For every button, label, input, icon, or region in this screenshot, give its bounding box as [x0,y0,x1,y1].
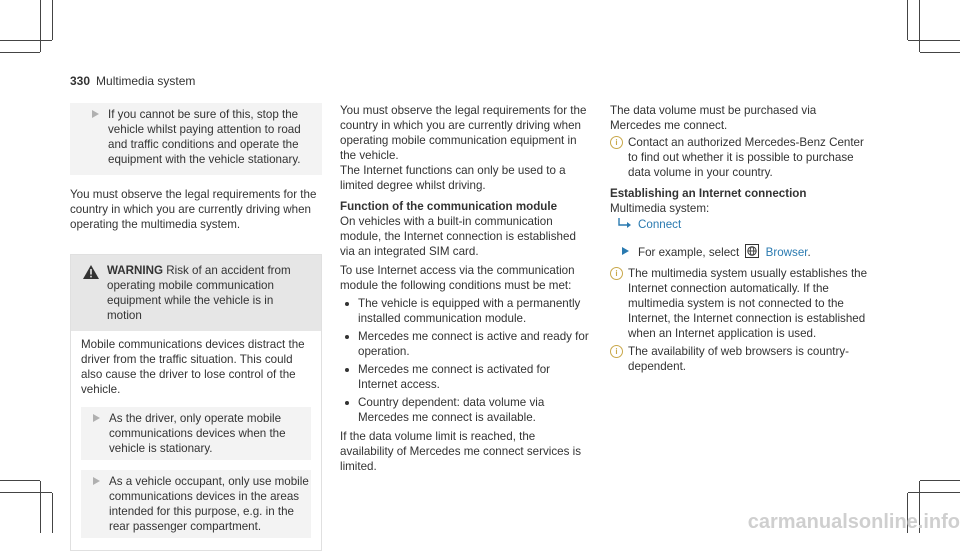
column-left [70,103,322,551]
page-number: 330 [70,74,91,88]
triangle-bullet-icon [92,110,99,118]
connect-menu-item[interactable]: Connect [638,218,682,231]
warning-bullet [81,470,311,538]
list-item: Mercedes me connect is active and ready for operation. [340,329,590,359]
warning-triangle-icon [83,265,99,279]
info-text: The multimedia system usually establishes the Internet connection automatically. If the multimedia system is not connected to the Internet, the Internet connection is established when an Internet application is used. [628,267,868,340]
section-title: Multimedia system [96,74,196,88]
watermark: carmanualsonline.info [747,511,960,533]
warning-bullet-text: As a vehicle occupant, only use mobile communications devices in the areas intended for this purpose, e.g. in the rear passenger compartment. [109,475,309,533]
crop-mark [0,52,40,53]
list-item: The vehicle is equipped with a permanently installed communication module. [340,296,590,326]
warning-bullet [81,407,311,460]
paragraph: On vehicles with a built-in communication module, the Internet connection is established via an integrated SIM card. [340,215,576,258]
triangle-bullet-icon [93,477,100,485]
info-text: Contact an authorized Mercedes-Benz Center to find out whether it is possible to purchase data volume in your country. [628,136,864,179]
triangle-bullet-icon [93,414,100,422]
column-right [610,103,870,374]
bullet-dot-icon [345,302,349,306]
info-icon: i [610,136,623,149]
browser-link[interactable]: Browser [765,246,808,259]
crop-mark [907,0,908,40]
bullet-dot-icon [345,368,349,372]
page-header [70,74,195,88]
paragraph: To use Internet access via the communication module the following conditions must be met: [340,264,575,292]
browser-globe-icon [745,244,759,258]
info-text: The availability of web browsers is country-dependent. [628,345,850,373]
warning-label: WARNING [107,264,164,277]
warning-title: Risk of an accident from operating mobile communication equipment while the vehicle is in motion [107,264,291,322]
note-text: If you cannot be sure of this, stop the vehicle whilst paying attention to road and traffic conditions and operate the equipment with the vehicle stationary. [108,108,301,166]
info-icon: i [610,345,623,358]
crop-mark [908,492,960,493]
info-note [610,344,870,374]
conditions-list [340,296,590,425]
paragraph: The Internet functions can only be used to a limited degree whilst driving. [340,164,566,192]
paragraph: If the data volume limit is reached, the availability of Mercedes me connect services is limited. [340,430,581,473]
list-item: Mercedes me connect is activated for Internet access. [340,362,590,392]
crop-mark [0,492,52,493]
crop-mark [40,481,41,533]
crop-mark [52,0,53,40]
note-box [70,103,322,175]
warning-bullet-text: As the driver, only operate mobile communications devices when the vehicle is stationary. [109,412,286,455]
crop-mark [920,52,960,53]
crop-mark [920,480,960,481]
menu-root: Multimedia system: [610,202,710,215]
bullet-dot-icon [345,335,349,339]
step-arrow-icon [622,247,629,255]
paragraph: You must observe the legal requirements for the country in which you are currently driving when operating the multimedia system. [70,188,317,231]
submenu-arrow-icon [618,218,632,230]
bullet-dot-icon [345,401,349,405]
warning-body [71,331,321,550]
info-note [610,266,870,341]
menu-path [610,217,870,232]
info-icon: i [610,267,623,280]
crop-mark [0,480,40,481]
note-bullet [80,107,312,167]
paragraph: The data volume must be purchased via Mercedes me connect. [610,104,817,132]
crop-mark [908,40,960,41]
crop-mark [0,40,52,41]
warning-description: Mobile communications devices distract the driver from the traffic situation. This could also cause the driver to lose control of the vehicle. [81,338,305,396]
section-heading: Establishing an Internet connection [610,187,807,200]
warning-header [71,255,321,331]
warning-box [70,254,322,551]
info-note [610,135,870,180]
column-middle [340,103,590,474]
list-item: Country dependent: data volume via Mercedes me connect is available. [340,395,590,425]
step: For example, select Browser. [610,244,870,260]
paragraph: You must observe the legal requirements for the country in which you are currently driving when operating mobile communication equipment in the vehicle. [340,104,587,162]
section-heading: Function of the communication module [340,200,558,213]
crop-mark [919,0,920,52]
crop-mark [40,0,41,52]
crop-mark [52,493,53,533]
